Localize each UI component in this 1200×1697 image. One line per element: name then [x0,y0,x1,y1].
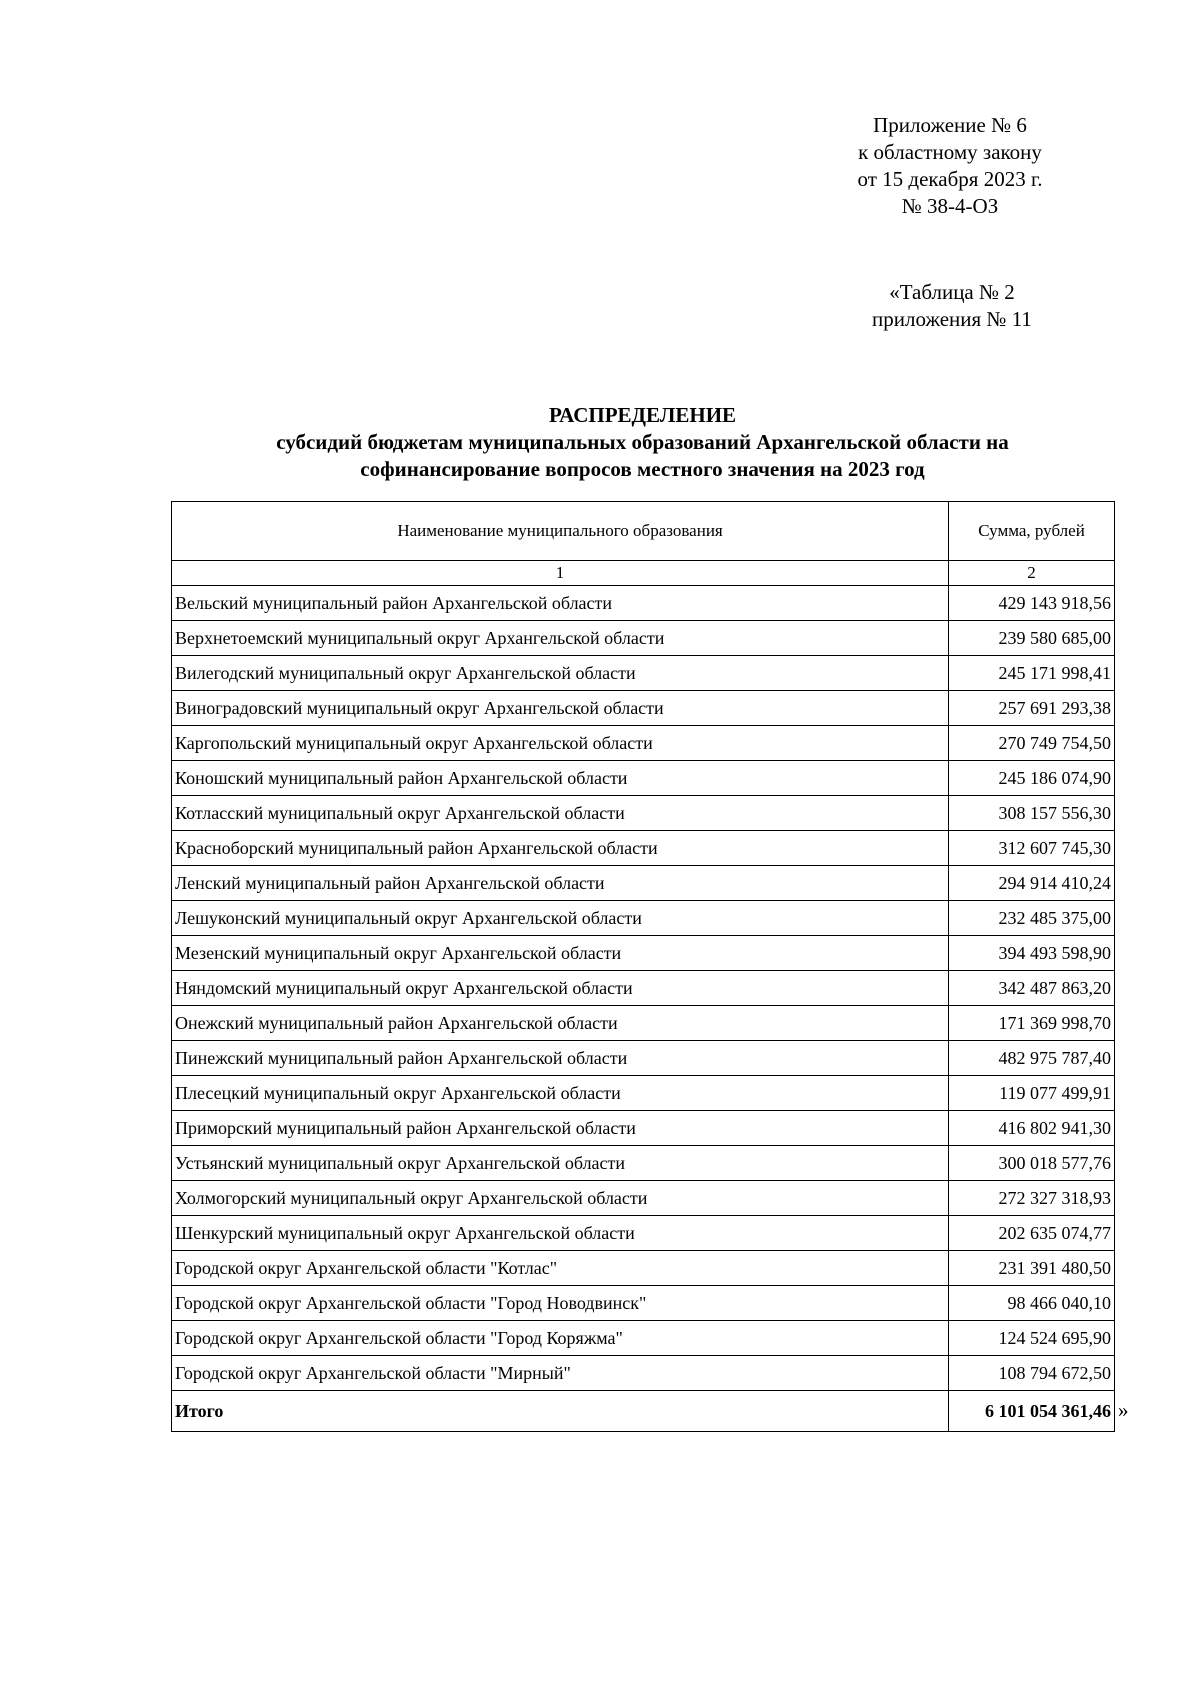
subsidy-amount: 308 157 556,30 [949,796,1115,831]
total-amount: 6 101 054 361,46 [949,1391,1115,1432]
total-label: Итого [172,1391,949,1432]
table-row [172,1181,1115,1216]
table-row [172,726,1115,761]
subsidy-amount: 245 186 074,90 [949,761,1115,796]
municipality-name: Устьянский муниципальный округ Архангельской области [172,1146,949,1181]
column-number-1: 1 [172,561,949,586]
table-row [172,866,1115,901]
appendix-line-4: № 38-4-ОЗ [901,194,999,218]
table-row [172,796,1115,831]
municipality-name: Вельский муниципальный район Архангельской области [172,586,949,621]
municipality-name: Онежский муниципальный район Архангельской области [172,1006,949,1041]
distribution-table [171,501,1115,1432]
appendix-line-3: от 15 декабря 2023 г. [857,167,1043,191]
municipality-name: Городской округ Архангельской области "Котлас" [172,1251,949,1286]
municipality-name: Плесецкий муниципальный округ Архангельской области [172,1076,949,1111]
subsidy-amount: 98 466 040,10 [949,1286,1115,1321]
municipality-name: Красноборский муниципальный район Архангельской области [172,831,949,866]
table-row [172,1041,1115,1076]
appendix-line-1: Приложение № 6 [873,113,1027,137]
appendix-header [800,112,1100,220]
municipality-name: Лешуконский муниципальный округ Архангельской области [172,901,949,936]
municipality-name: Шенкурский муниципальный округ Архангельской области [172,1216,949,1251]
document-subtitle-line-1: субсидий бюджетам муниципальных образований Архангельской области на [276,430,1009,454]
table-row [172,1111,1115,1146]
municipality-name: Ленский муниципальный район Архангельской области [172,866,949,901]
table-row [172,936,1115,971]
subsidy-amount: 231 391 480,50 [949,1251,1115,1286]
subsidy-amount: 232 485 375,00 [949,901,1115,936]
subsidy-amount: 202 635 074,77 [949,1216,1115,1251]
column-number-row [172,561,1115,586]
subsidy-amount: 171 369 998,70 [949,1006,1115,1041]
municipality-name: Верхнетоемский муниципальный округ Архангельской области [172,621,949,656]
table-row [172,621,1115,656]
subsidy-amount: 416 802 941,30 [949,1111,1115,1146]
municipality-name: Коношский муниципальный район Архангельской области [172,761,949,796]
table-row [172,901,1115,936]
municipality-name: Пинежский муниципальный район Архангельской области [172,1041,949,1076]
municipality-name: Приморский муниципальный район Архангельской области [172,1111,949,1146]
municipality-name: Городской округ Архангельской области "Город Новодвинск" [172,1286,949,1321]
table-row [172,1146,1115,1181]
column-header-amount: Сумма, рублей [949,502,1115,561]
closing-quote: » [1118,1398,1129,1422]
subsidy-amount: 312 607 745,30 [949,831,1115,866]
table-row [172,761,1115,796]
table-row [172,691,1115,726]
table-row [172,656,1115,691]
subsidy-amount: 294 914 410,24 [949,866,1115,901]
municipality-name: Городской округ Архангельской области "Город Коряжма" [172,1321,949,1356]
subsidy-amount: 245 171 998,41 [949,656,1115,691]
subsidy-amount: 119 077 499,91 [949,1076,1115,1111]
subsidy-amount: 108 794 672,50 [949,1356,1115,1391]
subsidy-amount: 300 018 577,76 [949,1146,1115,1181]
column-header-name: Наименование муниципального образования [172,502,949,561]
municipality-name: Вилегодский муниципальный округ Архангельской области [172,656,949,691]
table-row [172,1216,1115,1251]
column-number-2: 2 [949,561,1115,586]
subsidy-amount: 257 691 293,38 [949,691,1115,726]
table-row [172,1251,1115,1286]
subsidy-amount: 482 975 787,40 [949,1041,1115,1076]
municipality-name: Городской округ Архангельской области "Мирный" [172,1356,949,1391]
subsidy-amount: 342 487 863,20 [949,971,1115,1006]
table-row [172,1076,1115,1111]
table-row [172,1006,1115,1041]
appendix-line-2: к областному закону [858,140,1042,164]
table-reference-line-1: «Таблица № 2 [889,280,1015,304]
subsidy-amount: 124 524 695,90 [949,1321,1115,1356]
table-row [172,1321,1115,1356]
document-subtitle-line-2: софинансирование вопросов местного значения на 2023 год [360,457,925,481]
subsidy-amount: 239 580 685,00 [949,621,1115,656]
document-title: РАСПРЕДЕЛЕНИЕ [548,403,737,427]
subsidy-amount: 429 143 918,56 [949,586,1115,621]
table-reference-line-2: приложения № 11 [872,307,1032,331]
municipality-name: Виноградовский муниципальный округ Архангельской области [172,691,949,726]
table-row [172,971,1115,1006]
table-row [172,1286,1115,1321]
table-row [172,831,1115,866]
table-reference [822,279,1082,333]
municipality-name: Мезенский муниципальный округ Архангельской области [172,936,949,971]
document-heading [170,402,1115,483]
subsidy-amount: 394 493 598,90 [949,936,1115,971]
table-header-row [172,502,1115,561]
table-row [172,1356,1115,1391]
total-row [172,1391,1115,1432]
municipality-name: Каргопольский муниципальный округ Архангельской области [172,726,949,761]
municipality-name: Котласский муниципальный округ Архангельской области [172,796,949,831]
municipality-name: Холмогорский муниципальный округ Архангельской области [172,1181,949,1216]
table-row [172,586,1115,621]
subsidy-amount: 270 749 754,50 [949,726,1115,761]
subsidy-amount: 272 327 318,93 [949,1181,1115,1216]
municipality-name: Няндомский муниципальный округ Архангельской области [172,971,949,1006]
